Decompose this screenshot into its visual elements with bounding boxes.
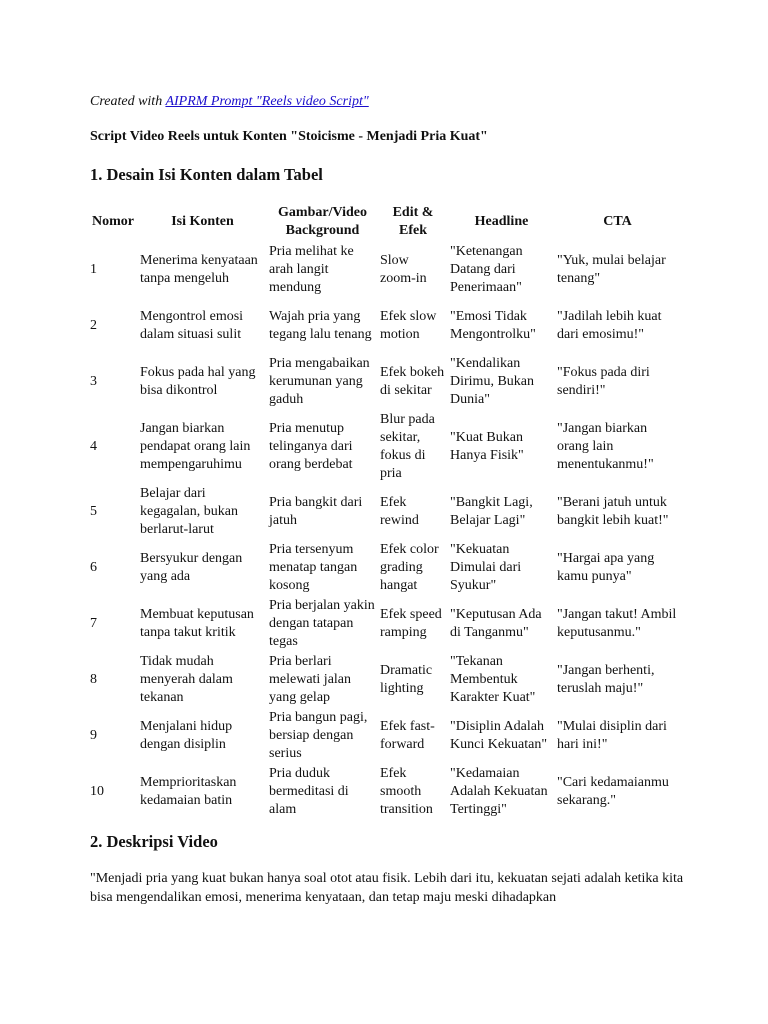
table-cell: Jangan biarkan pendapat orang lain mempengaruhimu: [140, 421, 251, 472]
table-row: [88, 764, 680, 820]
table-cell: Pria duduk bermeditasi di alam: [269, 766, 349, 817]
table-cell: Belajar dari kegagalan, bukan berlarut-larut: [140, 486, 238, 537]
section-2-heading: 2. Deskripsi Video: [90, 832, 218, 851]
table-cell: "Jangan biarkan orang lain menentukanmu!": [557, 421, 654, 472]
table-cell: "Jangan berhenti, teruslah maju!": [557, 663, 655, 696]
table-cell: Menerima kenyataan tanpa mengeluh: [140, 253, 258, 286]
table-cell: "Kuat Bukan Hanya Fisik": [450, 430, 524, 463]
table-cell: 7: [90, 616, 97, 631]
table-cell: 9: [90, 728, 97, 743]
column-header: Isi Konten: [171, 214, 234, 229]
table-cell: Dramatic lighting: [380, 663, 433, 696]
table-cell: "Jadilah lebih kuat dari emosimu!": [557, 309, 662, 342]
table-cell: Blur pada sekitar, fokus di pria: [380, 412, 435, 481]
table-header-row: [88, 202, 680, 242]
table-cell: "Tekanan Membentuk Karakter Kuat": [450, 654, 536, 705]
table-cell: Fokus pada hal yang bisa dikontrol: [140, 365, 256, 398]
table-cell: Pria berlari melewati jalan yang gelap: [269, 654, 352, 705]
table-cell: Efek bokeh di sekitar: [380, 365, 445, 398]
table-row: [88, 540, 680, 596]
table-cell: Menjalani hidup dengan disiplin: [140, 719, 233, 752]
table-cell: 3: [90, 374, 97, 389]
table-cell: Efek smooth transition: [380, 766, 433, 817]
table-cell: Pria berjalan yakin dengan tatapan tegas: [269, 598, 375, 649]
table-cell: "Ketenangan Datang dari Penerimaan": [450, 244, 523, 295]
table-cell: "Emosi Tidak Mengontrolku": [450, 309, 536, 342]
table-cell: "Hargai apa yang kamu punya": [557, 551, 655, 584]
table-cell: Pria melihat ke arah langit mendung: [269, 244, 354, 295]
aiprm-prompt-link[interactable]: AIPRM Prompt "Reels video Script": [165, 94, 369, 109]
table-cell: 5: [90, 504, 97, 519]
table-row: [88, 484, 680, 540]
table-row: [88, 596, 680, 652]
table-cell: Efek speed ramping: [380, 607, 442, 640]
table-cell: Pria menutup telinganya dari orang berdebat: [269, 421, 353, 472]
table-cell: "Bangkit Lagi, Belajar Lagi": [450, 495, 533, 528]
table-row: [88, 652, 680, 708]
table-cell: 6: [90, 560, 97, 575]
table-cell: Efek color grading hangat: [380, 542, 439, 593]
table-cell: Pria tersenyum menatap tangan kosong: [269, 542, 358, 593]
table-row: [88, 410, 680, 484]
table-cell: Efek rewind: [380, 495, 419, 528]
table-cell: "Kekuatan Dimulai dari Syukur": [450, 542, 522, 593]
column-header: CTA: [603, 214, 632, 229]
video-description: "Menjadi pria yang kuat bukan hanya soal otot atau fisik. Lebih dari itu, kekuatan sejati adalah ketika kita bisa mengendalikan emosi, menerima kenyataan, dan tetap maju meski dihadapkan: [90, 871, 684, 905]
table-cell: "Cari kedamaianmu sekarang.": [557, 775, 669, 808]
column-header: Edit & Efek: [392, 205, 434, 238]
table-cell: "Jangan takut! Ambil keputusanmu.": [557, 607, 677, 640]
table-cell: Tidak mudah menyerah dalam tekanan: [140, 654, 233, 705]
table-cell: Efek fast-forward: [380, 719, 435, 752]
table-cell: 10: [90, 784, 104, 799]
table-cell: Membuat keputusan tanpa takut kritik: [140, 607, 254, 640]
table-cell: "Berani jatuh untuk bangkit lebih kuat!": [557, 495, 669, 528]
column-header: Headline: [474, 214, 529, 229]
table-cell: Mengontrol emosi dalam situasi sulit: [140, 309, 244, 342]
created-with-line: [90, 93, 369, 111]
table-cell: Memprioritaskan kedamaian batin: [140, 775, 237, 808]
table-cell: "Keputusan Ada di Tanganmu": [450, 607, 542, 640]
table-cell: Bersyukur dengan yang ada: [140, 551, 243, 584]
table-cell: "Kedamaian Adalah Kekuatan Tertinggi": [450, 766, 548, 817]
table-cell: Wajah pria yang tegang lalu tenang: [269, 309, 372, 342]
table-row: [88, 242, 680, 298]
table-cell: "Mulai disiplin dari hari ini!": [557, 719, 667, 752]
table-row: [88, 298, 680, 354]
table-cell: 2: [90, 318, 97, 333]
table-row: [88, 354, 680, 410]
table-cell: Efek slow motion: [380, 309, 437, 342]
table-cell: "Kendalikan Dirimu, Bukan Dunia": [450, 356, 534, 407]
table-cell: Pria bangun pagi, bersiap dengan serius: [269, 710, 368, 761]
table-cell: "Fokus pada diri sendiri!": [557, 365, 650, 398]
table-cell: Pria bangkit dari jatuh: [269, 495, 363, 528]
created-prefix: Created with: [90, 94, 166, 109]
section-1-heading: 1. Desain Isi Konten dalam Tabel: [90, 165, 323, 184]
content-table: [88, 202, 680, 820]
table-cell: Pria mengabaikan kerumunan yang gaduh: [269, 356, 370, 407]
table-row: [88, 708, 680, 764]
script-subtitle: Script Video Reels untuk Konten "Stoicisme - Menjadi Pria Kuat": [90, 129, 488, 144]
table-cell: Slow zoom-in: [380, 253, 427, 286]
table-cell: 4: [90, 439, 97, 454]
table-cell: 1: [90, 262, 97, 277]
column-header: Nomor: [92, 214, 134, 229]
table-cell: "Disiplin Adalah Kunci Kekuatan": [450, 719, 548, 752]
table-cell: 8: [90, 672, 97, 687]
table-cell: "Yuk, mulai belajar tenang": [557, 253, 666, 286]
column-header: Gambar/Video Background: [278, 205, 367, 238]
